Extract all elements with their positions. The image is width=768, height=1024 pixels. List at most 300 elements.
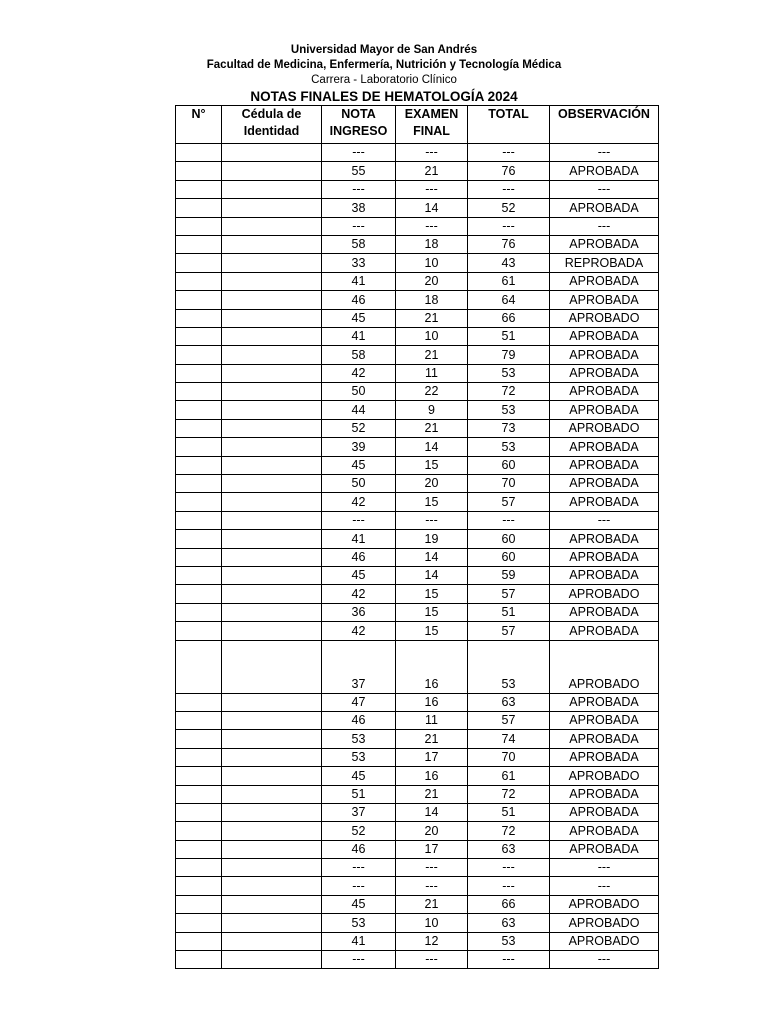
cell-cedula (222, 622, 322, 640)
cell-examen-final: 18 (396, 235, 468, 253)
cell-examen-final: 20 (396, 272, 468, 290)
cell-nota-ingreso: --- (322, 951, 396, 969)
cell-nota-ingreso: 55 (322, 162, 396, 180)
cell-total: 57 (468, 622, 550, 640)
cell-cedula (222, 840, 322, 858)
table-row (176, 748, 659, 766)
cell-number (176, 640, 222, 693)
cell-nota-ingreso: 45 (322, 566, 396, 584)
cell-examen-final: 21 (396, 730, 468, 748)
cell-nota-ingreso: --- (322, 511, 396, 529)
cell-total: 51 (468, 603, 550, 621)
cell-total: --- (468, 877, 550, 895)
cell-cedula (222, 511, 322, 529)
cell-examen-final: 16 (396, 640, 468, 693)
col-header-observacion-text: OBSERVACIÓN (558, 107, 650, 121)
cell-total: 60 (468, 548, 550, 566)
cell-examen-final: 10 (396, 254, 468, 272)
cell-total: 66 (468, 895, 550, 913)
cell-total: 51 (468, 327, 550, 345)
cell-number (176, 272, 222, 290)
cell-observacion: APROBADO (550, 640, 659, 693)
cell-number (176, 475, 222, 493)
cell-cedula (222, 383, 322, 401)
cell-number (176, 291, 222, 309)
cell-total: 72 (468, 785, 550, 803)
col-header-number (176, 106, 222, 144)
cell-examen-final: 15 (396, 493, 468, 511)
career-name: Carrera - Laboratorio Clínico (311, 74, 457, 86)
cell-cedula (222, 585, 322, 603)
table-row (176, 199, 659, 217)
table-row (176, 822, 659, 840)
cell-nota-ingreso: --- (322, 217, 396, 235)
cell-observacion: APROBADO (550, 419, 659, 437)
cell-examen-final: 20 (396, 822, 468, 840)
cell-nota-ingreso: 53 (322, 914, 396, 932)
cell-nota-ingreso: --- (322, 859, 396, 877)
cell-number (176, 622, 222, 640)
cell-total: 73 (468, 419, 550, 437)
cell-total: 57 (468, 585, 550, 603)
cell-observacion: APROBADA (550, 530, 659, 548)
cell-observacion: APROBADA (550, 603, 659, 621)
cell-observacion: APROBADO (550, 309, 659, 327)
cell-number (176, 859, 222, 877)
cell-cedula (222, 346, 322, 364)
cell-nota-ingreso: 42 (322, 585, 396, 603)
cell-observacion: APROBADA (550, 785, 659, 803)
cell-cedula (222, 456, 322, 474)
cell-nota-ingreso: 42 (322, 622, 396, 640)
cell-cedula (222, 475, 322, 493)
cell-nota-ingreso: 47 (322, 693, 396, 711)
cell-examen-final: 12 (396, 932, 468, 950)
cell-nota-ingreso: --- (322, 144, 396, 162)
cell-number (176, 493, 222, 511)
table-row (176, 767, 659, 785)
cell-number (176, 530, 222, 548)
cell-cedula (222, 914, 322, 932)
table-row (176, 530, 659, 548)
cell-cedula (222, 895, 322, 913)
cell-number (176, 180, 222, 198)
cell-cedula (222, 419, 322, 437)
cell-number (176, 730, 222, 748)
col-header-cedula-line2: Identidad (243, 124, 300, 138)
table-row (176, 840, 659, 858)
cell-number (176, 401, 222, 419)
cell-cedula (222, 235, 322, 253)
cell-number (176, 566, 222, 584)
cell-observacion: APROBADA (550, 438, 659, 456)
cell-observacion: APROBADA (550, 401, 659, 419)
cell-examen-final: 21 (396, 895, 468, 913)
table-row (176, 603, 659, 621)
cell-nota-ingreso: 38 (322, 199, 396, 217)
cell-nota-ingreso: 45 (322, 767, 396, 785)
cell-number (176, 785, 222, 803)
table-row (176, 327, 659, 345)
cell-cedula (222, 822, 322, 840)
table-row (176, 254, 659, 272)
col-header-cedula (222, 106, 322, 144)
cell-cedula (222, 859, 322, 877)
cell-nota-ingreso: 44 (322, 401, 396, 419)
table-row (176, 235, 659, 253)
table-row (176, 566, 659, 584)
cell-total: 51 (468, 803, 550, 821)
cell-total: 63 (468, 840, 550, 858)
col-header-total-text: TOTAL (488, 107, 529, 121)
cell-total: 53 (468, 640, 550, 693)
cell-observacion: APROBADA (550, 566, 659, 584)
cell-number (176, 438, 222, 456)
university-name: Universidad Mayor de San Andrés (290, 44, 478, 56)
table-row (176, 877, 659, 895)
table-row (176, 217, 659, 235)
table-row (176, 419, 659, 437)
cell-observacion: APROBADA (550, 622, 659, 640)
cell-observacion: APROBADA (550, 840, 659, 858)
cell-examen-final: 21 (396, 785, 468, 803)
cell-observacion: APROBADA (550, 456, 659, 474)
cell-nota-ingreso: 33 (322, 254, 396, 272)
table-row (176, 272, 659, 290)
cell-observacion: --- (550, 217, 659, 235)
cell-number (176, 693, 222, 711)
header-row (176, 106, 659, 144)
col-header-nota-line1: NOTA (341, 107, 376, 121)
cell-nota-ingreso: 39 (322, 438, 396, 456)
grades-table (175, 105, 659, 969)
cell-observacion: APROBADA (550, 346, 659, 364)
cell-cedula (222, 364, 322, 382)
cell-cedula (222, 180, 322, 198)
cell-total: 43 (468, 254, 550, 272)
col-header-examen-line1: EXAMEN (404, 107, 459, 121)
cell-observacion: APROBADO (550, 932, 659, 950)
cell-nota-ingreso: --- (322, 877, 396, 895)
cell-cedula (222, 199, 322, 217)
cell-cedula (222, 493, 322, 511)
col-header-examen-final (396, 106, 468, 144)
cell-number (176, 711, 222, 729)
table-row (176, 640, 659, 693)
cell-observacion: REPROBADA (550, 254, 659, 272)
cell-number (176, 932, 222, 950)
cell-observacion: --- (550, 180, 659, 198)
cell-observacion: APROBADA (550, 291, 659, 309)
document-title: NOTAS FINALES DE HEMATOLOGÍA 2024 (250, 89, 518, 104)
cell-number (176, 585, 222, 603)
cell-total: 60 (468, 530, 550, 548)
table-row (176, 180, 659, 198)
faculty-name: Facultad de Medicina, Enfermería, Nutrición y Tecnología Médica (206, 59, 562, 71)
cell-observacion: APROBADA (550, 162, 659, 180)
cell-number (176, 235, 222, 253)
cell-observacion: APROBADA (550, 272, 659, 290)
cell-examen-final: 16 (396, 767, 468, 785)
cell-cedula (222, 438, 322, 456)
cell-cedula (222, 803, 322, 821)
cell-number (176, 767, 222, 785)
cell-number (176, 309, 222, 327)
cell-examen-final: 21 (396, 419, 468, 437)
cell-total: 70 (468, 748, 550, 766)
cell-cedula (222, 309, 322, 327)
cell-nota-ingreso: 53 (322, 730, 396, 748)
cell-observacion: --- (550, 951, 659, 969)
table-row (176, 162, 659, 180)
cell-number (176, 144, 222, 162)
cell-observacion: APROBADA (550, 548, 659, 566)
cell-cedula (222, 603, 322, 621)
cell-total: 52 (468, 199, 550, 217)
cell-cedula (222, 162, 322, 180)
cell-total: 79 (468, 346, 550, 364)
cell-nota-ingreso: 42 (322, 493, 396, 511)
cell-cedula (222, 785, 322, 803)
cell-examen-final: 17 (396, 748, 468, 766)
cell-number (176, 748, 222, 766)
table-row (176, 693, 659, 711)
cell-cedula (222, 730, 322, 748)
cell-observacion: --- (550, 144, 659, 162)
col-header-total (468, 106, 550, 144)
cell-observacion: APROBADA (550, 711, 659, 729)
cell-cedula (222, 932, 322, 950)
cell-nota-ingreso: 51 (322, 785, 396, 803)
cell-total: --- (468, 951, 550, 969)
cell-cedula (222, 401, 322, 419)
cell-observacion: APROBADA (550, 327, 659, 345)
cell-examen-final: 9 (396, 401, 468, 419)
cell-number (176, 327, 222, 345)
cell-cedula (222, 877, 322, 895)
cell-nota-ingreso: 52 (322, 419, 396, 437)
cell-total: 57 (468, 493, 550, 511)
cell-observacion: APROBADA (550, 364, 659, 382)
cell-total: --- (468, 859, 550, 877)
table-row (176, 859, 659, 877)
cell-nota-ingreso: 37 (322, 803, 396, 821)
cell-total: 76 (468, 235, 550, 253)
cell-total: 53 (468, 401, 550, 419)
cell-examen-final: --- (396, 217, 468, 235)
cell-nota-ingreso: --- (322, 180, 396, 198)
table-row (176, 346, 659, 364)
cell-number (176, 548, 222, 566)
cell-number (176, 364, 222, 382)
cell-total: --- (468, 144, 550, 162)
cell-cedula (222, 951, 322, 969)
cell-cedula (222, 327, 322, 345)
cell-number (176, 217, 222, 235)
cell-cedula (222, 548, 322, 566)
col-header-number-text: N° (191, 107, 206, 121)
cell-nota-ingreso: 46 (322, 840, 396, 858)
table-row (176, 401, 659, 419)
table-row (176, 383, 659, 401)
cell-examen-final: 10 (396, 914, 468, 932)
cell-examen-final: 15 (396, 456, 468, 474)
cell-examen-final: 18 (396, 291, 468, 309)
cell-number (176, 914, 222, 932)
cell-number (176, 346, 222, 364)
cell-number (176, 383, 222, 401)
table-row (176, 456, 659, 474)
table-row (176, 951, 659, 969)
cell-total: --- (468, 180, 550, 198)
cell-nota-ingreso: 41 (322, 530, 396, 548)
cell-examen-final: 11 (396, 711, 468, 729)
cell-observacion: APROBADA (550, 693, 659, 711)
cell-total: 66 (468, 309, 550, 327)
table-row (176, 144, 659, 162)
cell-examen-final: 19 (396, 530, 468, 548)
cell-examen-final: 21 (396, 162, 468, 180)
cell-observacion: APROBADA (550, 803, 659, 821)
cell-nota-ingreso: 42 (322, 364, 396, 382)
cell-cedula (222, 640, 322, 693)
cell-total: --- (468, 217, 550, 235)
cell-examen-final: 14 (396, 803, 468, 821)
cell-total: 61 (468, 767, 550, 785)
cell-number (176, 877, 222, 895)
cell-examen-final: 14 (396, 199, 468, 217)
table-row (176, 730, 659, 748)
cell-examen-final: 20 (396, 475, 468, 493)
table-row (176, 493, 659, 511)
cell-examen-final: 14 (396, 548, 468, 566)
cell-nota-ingreso: 46 (322, 291, 396, 309)
cell-cedula (222, 748, 322, 766)
table-row (176, 309, 659, 327)
cell-total: 57 (468, 711, 550, 729)
cell-examen-final: 22 (396, 383, 468, 401)
cell-number (176, 162, 222, 180)
cell-total: 70 (468, 475, 550, 493)
cell-number (176, 840, 222, 858)
cell-number (176, 603, 222, 621)
cell-observacion: APROBADO (550, 585, 659, 603)
cell-nota-ingreso: 50 (322, 475, 396, 493)
cell-observacion: APROBADO (550, 914, 659, 932)
cell-number (176, 254, 222, 272)
cell-nota-ingreso: 50 (322, 383, 396, 401)
cell-total: 53 (468, 364, 550, 382)
cell-cedula (222, 272, 322, 290)
cell-examen-final: 14 (396, 566, 468, 584)
col-header-nota-line2: INGRESO (329, 124, 388, 138)
cell-total: 60 (468, 456, 550, 474)
cell-number (176, 456, 222, 474)
cell-observacion: APROBADA (550, 493, 659, 511)
cell-cedula (222, 530, 322, 548)
table-row (176, 364, 659, 382)
cell-examen-final: --- (396, 180, 468, 198)
table-row (176, 622, 659, 640)
cell-total: --- (468, 511, 550, 529)
cell-cedula (222, 711, 322, 729)
cell-cedula (222, 566, 322, 584)
table-row (176, 914, 659, 932)
cell-nota-ingreso: 41 (322, 272, 396, 290)
table-row (176, 475, 659, 493)
cell-nota-ingreso: 45 (322, 309, 396, 327)
cell-examen-final: 16 (396, 693, 468, 711)
cell-nota-ingreso: 41 (322, 932, 396, 950)
cell-observacion: APROBADA (550, 822, 659, 840)
cell-examen-final: 21 (396, 309, 468, 327)
cell-cedula (222, 693, 322, 711)
col-header-observacion (550, 106, 659, 144)
cell-cedula (222, 217, 322, 235)
cell-observacion: --- (550, 877, 659, 895)
cell-total: 53 (468, 932, 550, 950)
cell-examen-final: --- (396, 511, 468, 529)
cell-nota-ingreso: 36 (322, 603, 396, 621)
cell-observacion: APROBADO (550, 895, 659, 913)
cell-total: 64 (468, 291, 550, 309)
cell-total: 72 (468, 383, 550, 401)
cell-nota-ingreso: 46 (322, 711, 396, 729)
cell-examen-final: 15 (396, 585, 468, 603)
cell-total: 53 (468, 438, 550, 456)
cell-examen-final: 10 (396, 327, 468, 345)
table-row (176, 291, 659, 309)
cell-total: 63 (468, 914, 550, 932)
cell-number (176, 419, 222, 437)
col-header-nota-ingreso (322, 106, 396, 144)
cell-observacion: APROBADA (550, 475, 659, 493)
table-row (176, 511, 659, 529)
cell-nota-ingreso: 53 (322, 748, 396, 766)
cell-nota-ingreso: 37 (322, 640, 396, 693)
col-header-cedula-line1: Cédula de (241, 107, 302, 121)
cell-observacion: APROBADA (550, 748, 659, 766)
cell-examen-final: --- (396, 951, 468, 969)
cell-number (176, 511, 222, 529)
cell-total: 76 (468, 162, 550, 180)
cell-observacion: APROBADA (550, 199, 659, 217)
cell-total: 59 (468, 566, 550, 584)
cell-nota-ingreso: 52 (322, 822, 396, 840)
cell-cedula (222, 767, 322, 785)
cell-examen-final: --- (396, 859, 468, 877)
table-row (176, 785, 659, 803)
cell-cedula (222, 254, 322, 272)
cell-total: 61 (468, 272, 550, 290)
grades-table-header (176, 106, 659, 144)
cell-examen-final: 17 (396, 840, 468, 858)
cell-total: 74 (468, 730, 550, 748)
table-row (176, 895, 659, 913)
cell-examen-final: 15 (396, 622, 468, 640)
table-row (176, 932, 659, 950)
cell-examen-final: 11 (396, 364, 468, 382)
cell-number (176, 951, 222, 969)
table-row (176, 438, 659, 456)
cell-nota-ingreso: 46 (322, 548, 396, 566)
cell-number (176, 803, 222, 821)
cell-examen-final: 15 (396, 603, 468, 621)
cell-nota-ingreso: 58 (322, 235, 396, 253)
cell-total: 72 (468, 822, 550, 840)
cell-observacion: APROBADO (550, 767, 659, 785)
cell-total: 63 (468, 693, 550, 711)
